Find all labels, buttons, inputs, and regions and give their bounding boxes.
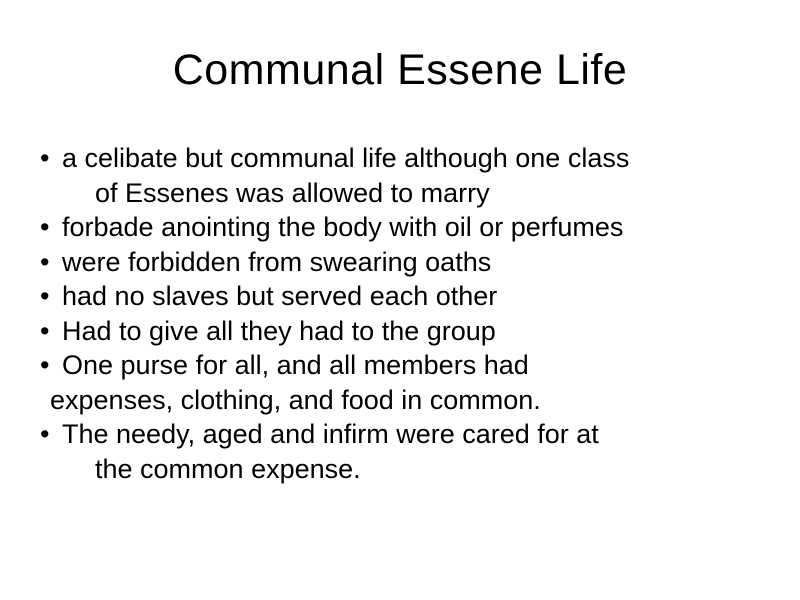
bullet-list [40, 141, 780, 486]
bullet-line [40, 141, 780, 176]
bullet-line [40, 245, 780, 280]
bullet-icon: • [40, 281, 50, 311]
bullet-text: forbade anointing the body with oil or perfumes [62, 212, 624, 242]
bullet-icon: • [40, 143, 50, 173]
bullet-icon: • [40, 350, 50, 380]
bullet-line [40, 348, 780, 383]
bullet-text: One purse for all, and all members had [62, 350, 529, 380]
bullet-line [40, 210, 780, 245]
slide-title: Communal Essene Life [172, 46, 628, 94]
bullet-icon: • [40, 315, 50, 346]
bullet-continuation-line [40, 176, 780, 211]
bullet-continuation-line [40, 383, 780, 418]
bullet-icon: • [40, 246, 50, 277]
bullet-text: expenses, clothing, and food in common. [50, 384, 541, 415]
bullet-line [40, 417, 780, 452]
bullet-icon: • [40, 212, 50, 242]
bullet-continuation-line [40, 452, 780, 487]
bullet-text: The needy, aged and infirm were cared for at [62, 419, 599, 449]
bullet-text: the common expense. [95, 453, 361, 484]
bullet-line [40, 314, 780, 349]
bullet-text: of Essenes was allowed to marry [95, 177, 490, 208]
bullet-icon: • [40, 419, 50, 449]
bullet-text: a celibate but communal life although one class [62, 143, 630, 173]
bullet-line [40, 279, 780, 314]
bullet-text: were forbidden from swearing oaths [62, 246, 492, 277]
bullet-text: had no slaves but served each other [62, 281, 498, 311]
bullet-text: Had to give all they had to the group [62, 315, 496, 346]
